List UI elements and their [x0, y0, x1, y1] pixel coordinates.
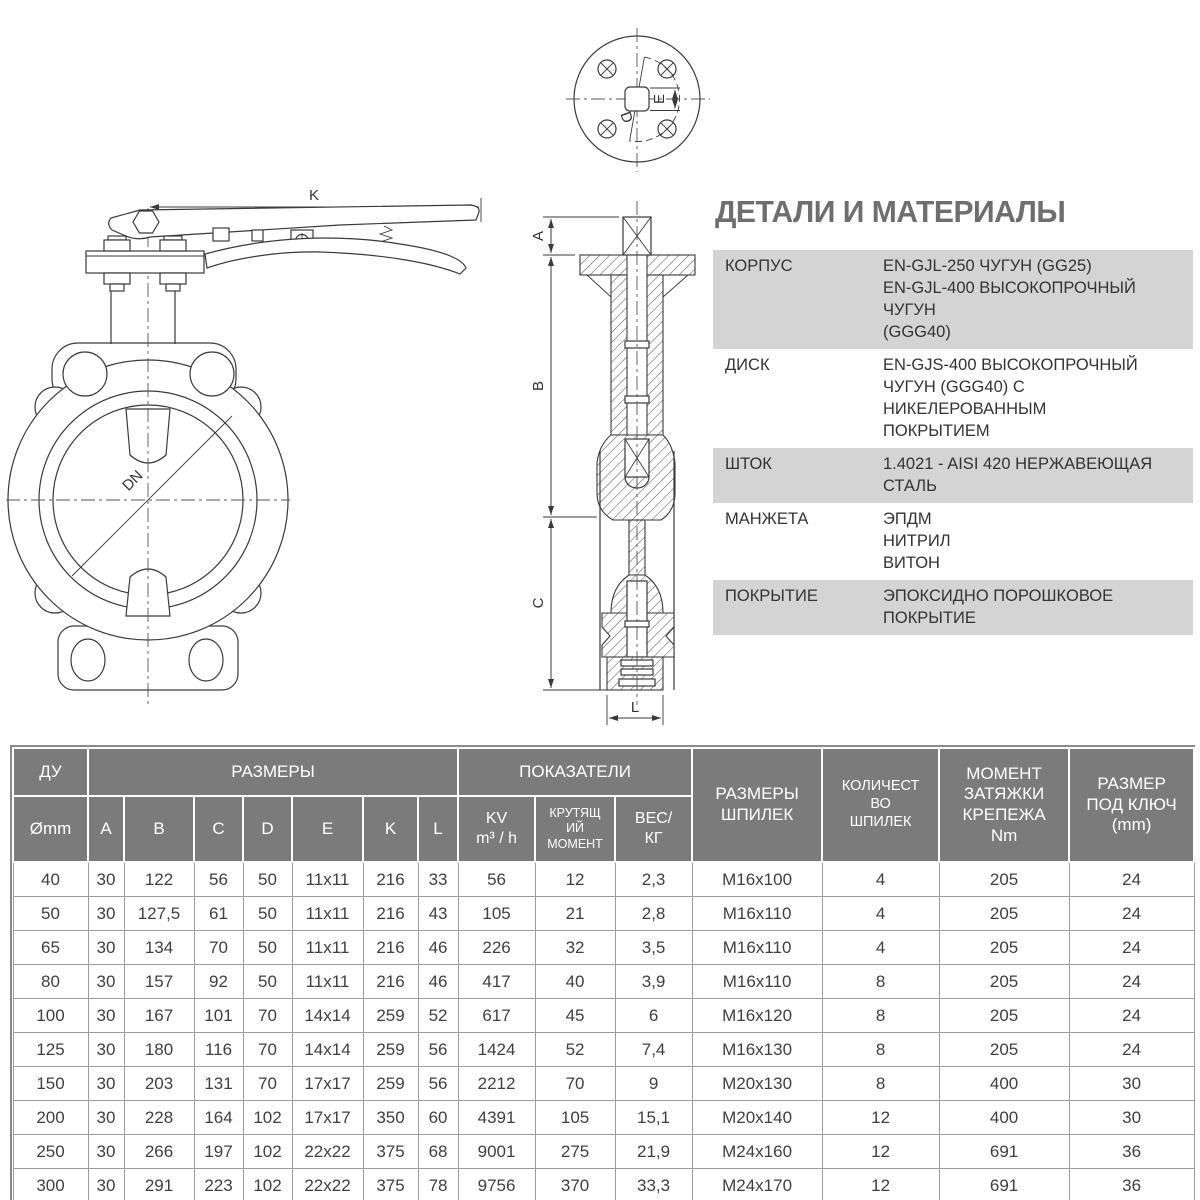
table-cell: 127,5	[124, 897, 194, 931]
table-cell: 205	[939, 931, 1069, 965]
table-cell: 36	[1069, 1169, 1194, 1200]
table-cell: 3,9	[615, 965, 692, 999]
table-cell: 50	[243, 897, 292, 931]
ear-slot	[71, 639, 105, 681]
table-cell: 22x22	[292, 1135, 363, 1169]
table-cell: 11x11	[292, 965, 363, 999]
table-cell: 205	[939, 1033, 1069, 1067]
table-cell: 50	[243, 965, 292, 999]
table-row	[13, 1169, 1194, 1200]
table-cell: 125	[13, 1033, 88, 1067]
table-cell: 122	[124, 862, 194, 897]
table-cell: 275	[535, 1135, 615, 1169]
table-cell: 30	[88, 1135, 124, 1169]
table-cell: 46	[418, 965, 458, 999]
ear-hole	[63, 352, 107, 396]
table-cell: 417	[458, 965, 535, 999]
table-cell: 205	[939, 862, 1069, 897]
table-cell: 70	[243, 1033, 292, 1067]
dimensions-table-head	[13, 748, 1194, 862]
dim-c-label: C	[530, 597, 547, 609]
table-cell: 131	[194, 1067, 243, 1101]
table-cell: 12	[822, 1101, 939, 1135]
table-row	[13, 965, 1194, 999]
materials-row	[713, 503, 1193, 580]
table-cell: 50	[243, 862, 292, 897]
table-cell: 370	[535, 1169, 615, 1200]
table-cell: 8	[822, 999, 939, 1033]
table-cell: 52	[535, 1033, 615, 1067]
table-cell: 56	[418, 1067, 458, 1101]
table-cell: 8	[822, 965, 939, 999]
table-cell: 61	[194, 897, 243, 931]
materials-table	[713, 250, 1193, 635]
table-cell: 40	[535, 965, 615, 999]
table-cell: 24	[1069, 897, 1194, 931]
table-cell: 92	[194, 965, 243, 999]
table-cell: 205	[939, 897, 1069, 931]
column-header: E	[292, 796, 363, 862]
dim-l-label: L	[630, 699, 640, 716]
material-spec-value: EN-GJS-400 ВЫСОКОПРОЧНЫЙ ЧУГУН (GGG40) С НИКЕЛЕРОВАННЫМ ПОКРЫТИЕМ	[883, 356, 1138, 440]
dn-label: DN	[119, 467, 147, 495]
table-cell: 200	[13, 1101, 88, 1135]
material-spec-value: ЭПОКСИДНО ПОРОШКОВОЕ ПОКРЫТИЕ	[871, 580, 1193, 635]
material-part-label: ШТОК	[713, 448, 871, 503]
dim-d-label: D	[616, 109, 637, 126]
column-group-header: МОМЕНТ ЗАТЯЖКИ КРЕПЕЖА Nm	[939, 748, 1069, 862]
materials-title: ДЕТАЛИ И МАТЕРИАЛЫ	[715, 194, 1066, 229]
table-cell: M16x130	[692, 1033, 822, 1067]
table-cell: 70	[535, 1067, 615, 1101]
dims-header-row-1	[13, 748, 1194, 796]
dimensions-table-body	[13, 862, 1194, 1200]
table-cell: 70	[194, 931, 243, 965]
dim-e-label: E	[651, 93, 668, 105]
stem-square	[625, 87, 649, 111]
table-cell: 17x17	[292, 1101, 363, 1135]
table-cell: 226	[458, 931, 535, 965]
table-row	[13, 1101, 1194, 1135]
table-cell: 9001	[458, 1135, 535, 1169]
table-cell: 291	[124, 1169, 194, 1200]
table-cell: M16x110	[692, 931, 822, 965]
table-cell: 101	[194, 999, 243, 1033]
table-cell: 24	[1069, 999, 1194, 1033]
column-header: D	[243, 796, 292, 862]
table-cell: 2212	[458, 1067, 535, 1101]
table-cell: 105	[535, 1101, 615, 1135]
column-header: КРУТЯЩ ИЙ МОМЕНТ	[535, 796, 615, 862]
table-cell: 46	[418, 931, 458, 965]
table-cell: 4	[822, 862, 939, 897]
table-cell: 7,4	[615, 1033, 692, 1067]
top-flange-section	[580, 255, 627, 275]
table-cell: 102	[243, 1101, 292, 1135]
table-cell: 2,3	[615, 862, 692, 897]
table-cell: 78	[418, 1169, 458, 1200]
table-row	[13, 999, 1194, 1033]
column-header: B	[124, 796, 194, 862]
column-header: A	[88, 796, 124, 862]
material-spec-value: 1.4021 - AISI 420 НЕРЖАВЕЮЩАЯ СТАЛЬ	[871, 448, 1193, 503]
table-cell: 691	[939, 1169, 1069, 1200]
table-cell: 400	[939, 1067, 1069, 1101]
table-cell: 164	[194, 1101, 243, 1135]
table-cell: 22x22	[292, 1169, 363, 1200]
table-cell: 40	[13, 862, 88, 897]
table-cell: 30	[88, 931, 124, 965]
table-cell: 36	[1069, 1135, 1194, 1169]
table-cell: 180	[124, 1033, 194, 1067]
table-cell: 17x17	[292, 1067, 363, 1101]
table-cell: 11x11	[292, 931, 363, 965]
materials-section	[713, 194, 1193, 635]
table-cell: 216	[363, 931, 418, 965]
table-cell: 30	[88, 999, 124, 1033]
column-header: KV m³ / h	[458, 796, 535, 862]
material-part-label: ПОКРЫТИЕ	[713, 580, 871, 635]
table-cell: 33,3	[615, 1169, 692, 1200]
material-part-label: ДИСК	[725, 356, 770, 374]
side-section-drawing	[523, 193, 713, 743]
table-cell: 167	[124, 999, 194, 1033]
table-cell: 105	[458, 897, 535, 931]
table-cell: 50	[243, 931, 292, 965]
table-cell: 205	[939, 965, 1069, 999]
table-cell: 216	[363, 897, 418, 931]
mounting-plate	[86, 251, 204, 273]
table-cell: 216	[363, 965, 418, 999]
table-cell: 375	[363, 1135, 418, 1169]
table-cell: 30	[88, 1101, 124, 1135]
table-cell: 691	[939, 1135, 1069, 1169]
column-group-header: РАЗМЕРЫ ШПИЛЕК	[692, 748, 822, 862]
table-cell: M16x100	[692, 862, 822, 897]
table-row	[13, 931, 1194, 965]
table-cell: 14x14	[292, 999, 363, 1033]
table-cell: 102	[243, 1169, 292, 1200]
column-header: K	[363, 796, 418, 862]
table-cell: M24x170	[692, 1169, 822, 1200]
table-cell: 1424	[458, 1033, 535, 1067]
table-cell: 259	[363, 1033, 418, 1067]
table-cell: 24	[1069, 965, 1194, 999]
handle-trigger	[205, 238, 466, 274]
table-row	[13, 1033, 1194, 1067]
table-cell: 50	[13, 897, 88, 931]
ear-slot	[189, 639, 223, 681]
materials-table-body	[713, 250, 1193, 635]
table-cell: 24	[1069, 862, 1194, 897]
table-cell: 228	[124, 1101, 194, 1135]
table-cell: 4391	[458, 1101, 535, 1135]
material-spec-value: ЭПДМ НИТРИЛ ВИТОН	[883, 510, 951, 572]
table-cell: 12	[822, 1169, 939, 1200]
table-cell: M16x110	[692, 965, 822, 999]
table-cell: 70	[243, 999, 292, 1033]
table-cell: 617	[458, 999, 535, 1033]
table-cell: 4	[822, 897, 939, 931]
table-cell: 70	[243, 1067, 292, 1101]
table-cell: 216	[363, 862, 418, 897]
table-row	[13, 1135, 1194, 1169]
table-cell: 205	[939, 999, 1069, 1033]
column-group-header: РАЗМЕРЫ	[88, 748, 458, 796]
materials-row	[713, 349, 1193, 448]
table-cell: 203	[124, 1067, 194, 1101]
table-cell: 157	[124, 965, 194, 999]
table-cell: 24	[1069, 931, 1194, 965]
table-cell: 350	[363, 1101, 418, 1135]
table-cell: 30	[1069, 1101, 1194, 1135]
table-cell: 80	[13, 965, 88, 999]
material-part-label: МАНЖЕТА	[725, 510, 809, 528]
table-cell: 250	[13, 1135, 88, 1169]
pivot-bolt	[133, 211, 159, 233]
table-cell: 259	[363, 1067, 418, 1101]
table-cell: 11x11	[292, 862, 363, 897]
table-row	[13, 1067, 1194, 1101]
table-cell: 9	[615, 1067, 692, 1101]
table-cell: 11x11	[292, 897, 363, 931]
table-cell: 2,8	[615, 897, 692, 931]
table-cell: 15,1	[615, 1101, 692, 1135]
bolt-hole	[658, 60, 676, 78]
column-header: C	[194, 796, 243, 862]
ear-hole	[190, 352, 234, 396]
table-cell: 150	[13, 1067, 88, 1101]
table-cell: 56	[458, 862, 535, 897]
table-cell: 45	[535, 999, 615, 1033]
table-cell: 30	[88, 1169, 124, 1200]
table-cell: 30	[88, 897, 124, 931]
front-view-drawing	[0, 178, 500, 728]
bolt-hole	[598, 60, 616, 78]
bolt-hole	[658, 120, 676, 138]
table-cell: 14x14	[292, 1033, 363, 1067]
table-cell: 300	[13, 1169, 88, 1200]
table-cell: 21	[535, 897, 615, 931]
table-cell: 21,9	[615, 1135, 692, 1169]
bolt-hole	[598, 120, 616, 138]
dim-b-label: B	[530, 380, 547, 392]
column-header: Ømm	[13, 796, 88, 862]
table-cell: 116	[194, 1033, 243, 1067]
table-cell: 375	[363, 1169, 418, 1200]
table-cell: 30	[88, 862, 124, 897]
table-cell: 56	[418, 1033, 458, 1067]
table-cell: 9756	[458, 1169, 535, 1200]
table-cell: 68	[418, 1135, 458, 1169]
table-row	[13, 897, 1194, 931]
column-header: L	[418, 796, 458, 862]
materials-row	[713, 448, 1193, 503]
table-cell: 6	[615, 999, 692, 1033]
material-spec-value: EN-GJL-250 ЧУГУН (GG25) EN-GJL-400 ВЫСОКОПРОЧНЫЙ ЧУГУН (GGG40)	[871, 250, 1193, 349]
table-cell: 100	[13, 999, 88, 1033]
dimensions-table-wrap	[10, 745, 1195, 1200]
table-cell: 8	[822, 1067, 939, 1101]
table-cell: 30	[88, 965, 124, 999]
table-row	[13, 862, 1194, 897]
table-cell: 223	[194, 1169, 243, 1200]
materials-row	[713, 250, 1193, 349]
material-part-label: КОРПУС	[713, 250, 871, 349]
table-cell: M24x160	[692, 1135, 822, 1169]
table-cell: 30	[88, 1033, 124, 1067]
table-cell: 32	[535, 931, 615, 965]
table-cell: 197	[194, 1135, 243, 1169]
table-cell: 33	[418, 862, 458, 897]
table-cell: 266	[124, 1135, 194, 1169]
table-cell: 4	[822, 931, 939, 965]
table-cell: 102	[243, 1135, 292, 1169]
column-group-header: ПОКАЗАТЕЛИ	[458, 748, 692, 796]
table-cell: 52	[418, 999, 458, 1033]
top-flange-drawing	[562, 22, 717, 177]
table-cell: 30	[1069, 1067, 1194, 1101]
table-cell: 56	[194, 862, 243, 897]
table-cell: 12	[535, 862, 615, 897]
neck-section	[611, 275, 627, 435]
table-cell: 12	[822, 1135, 939, 1169]
dim-a-label: A	[530, 230, 547, 242]
table-cell: 259	[363, 999, 418, 1033]
table-cell: M16x110	[692, 897, 822, 931]
table-cell: 400	[939, 1101, 1069, 1135]
table-cell: 60	[418, 1101, 458, 1135]
column-header: ВЕС/ КГ	[615, 796, 692, 862]
table-cell: 43	[418, 897, 458, 931]
column-group-header: КОЛИЧЕСТ ВО ШПИЛЕК	[822, 748, 939, 862]
column-group-header: ДУ	[13, 748, 88, 796]
dim-k-label: K	[308, 187, 320, 204]
table-cell: 134	[124, 931, 194, 965]
table-cell: M20x130	[692, 1067, 822, 1101]
table-cell: M16x120	[692, 999, 822, 1033]
materials-row	[713, 580, 1193, 635]
dimensions-table	[12, 747, 1195, 1200]
table-cell: 8	[822, 1033, 939, 1067]
table-cell: 65	[13, 931, 88, 965]
table-cell: M20x140	[692, 1101, 822, 1135]
table-cell: 3,5	[615, 931, 692, 965]
column-group-header: РАЗМЕР ПОД КЛЮЧ (mm)	[1069, 748, 1194, 862]
table-cell: 30	[88, 1067, 124, 1101]
table-cell: 24	[1069, 1033, 1194, 1067]
